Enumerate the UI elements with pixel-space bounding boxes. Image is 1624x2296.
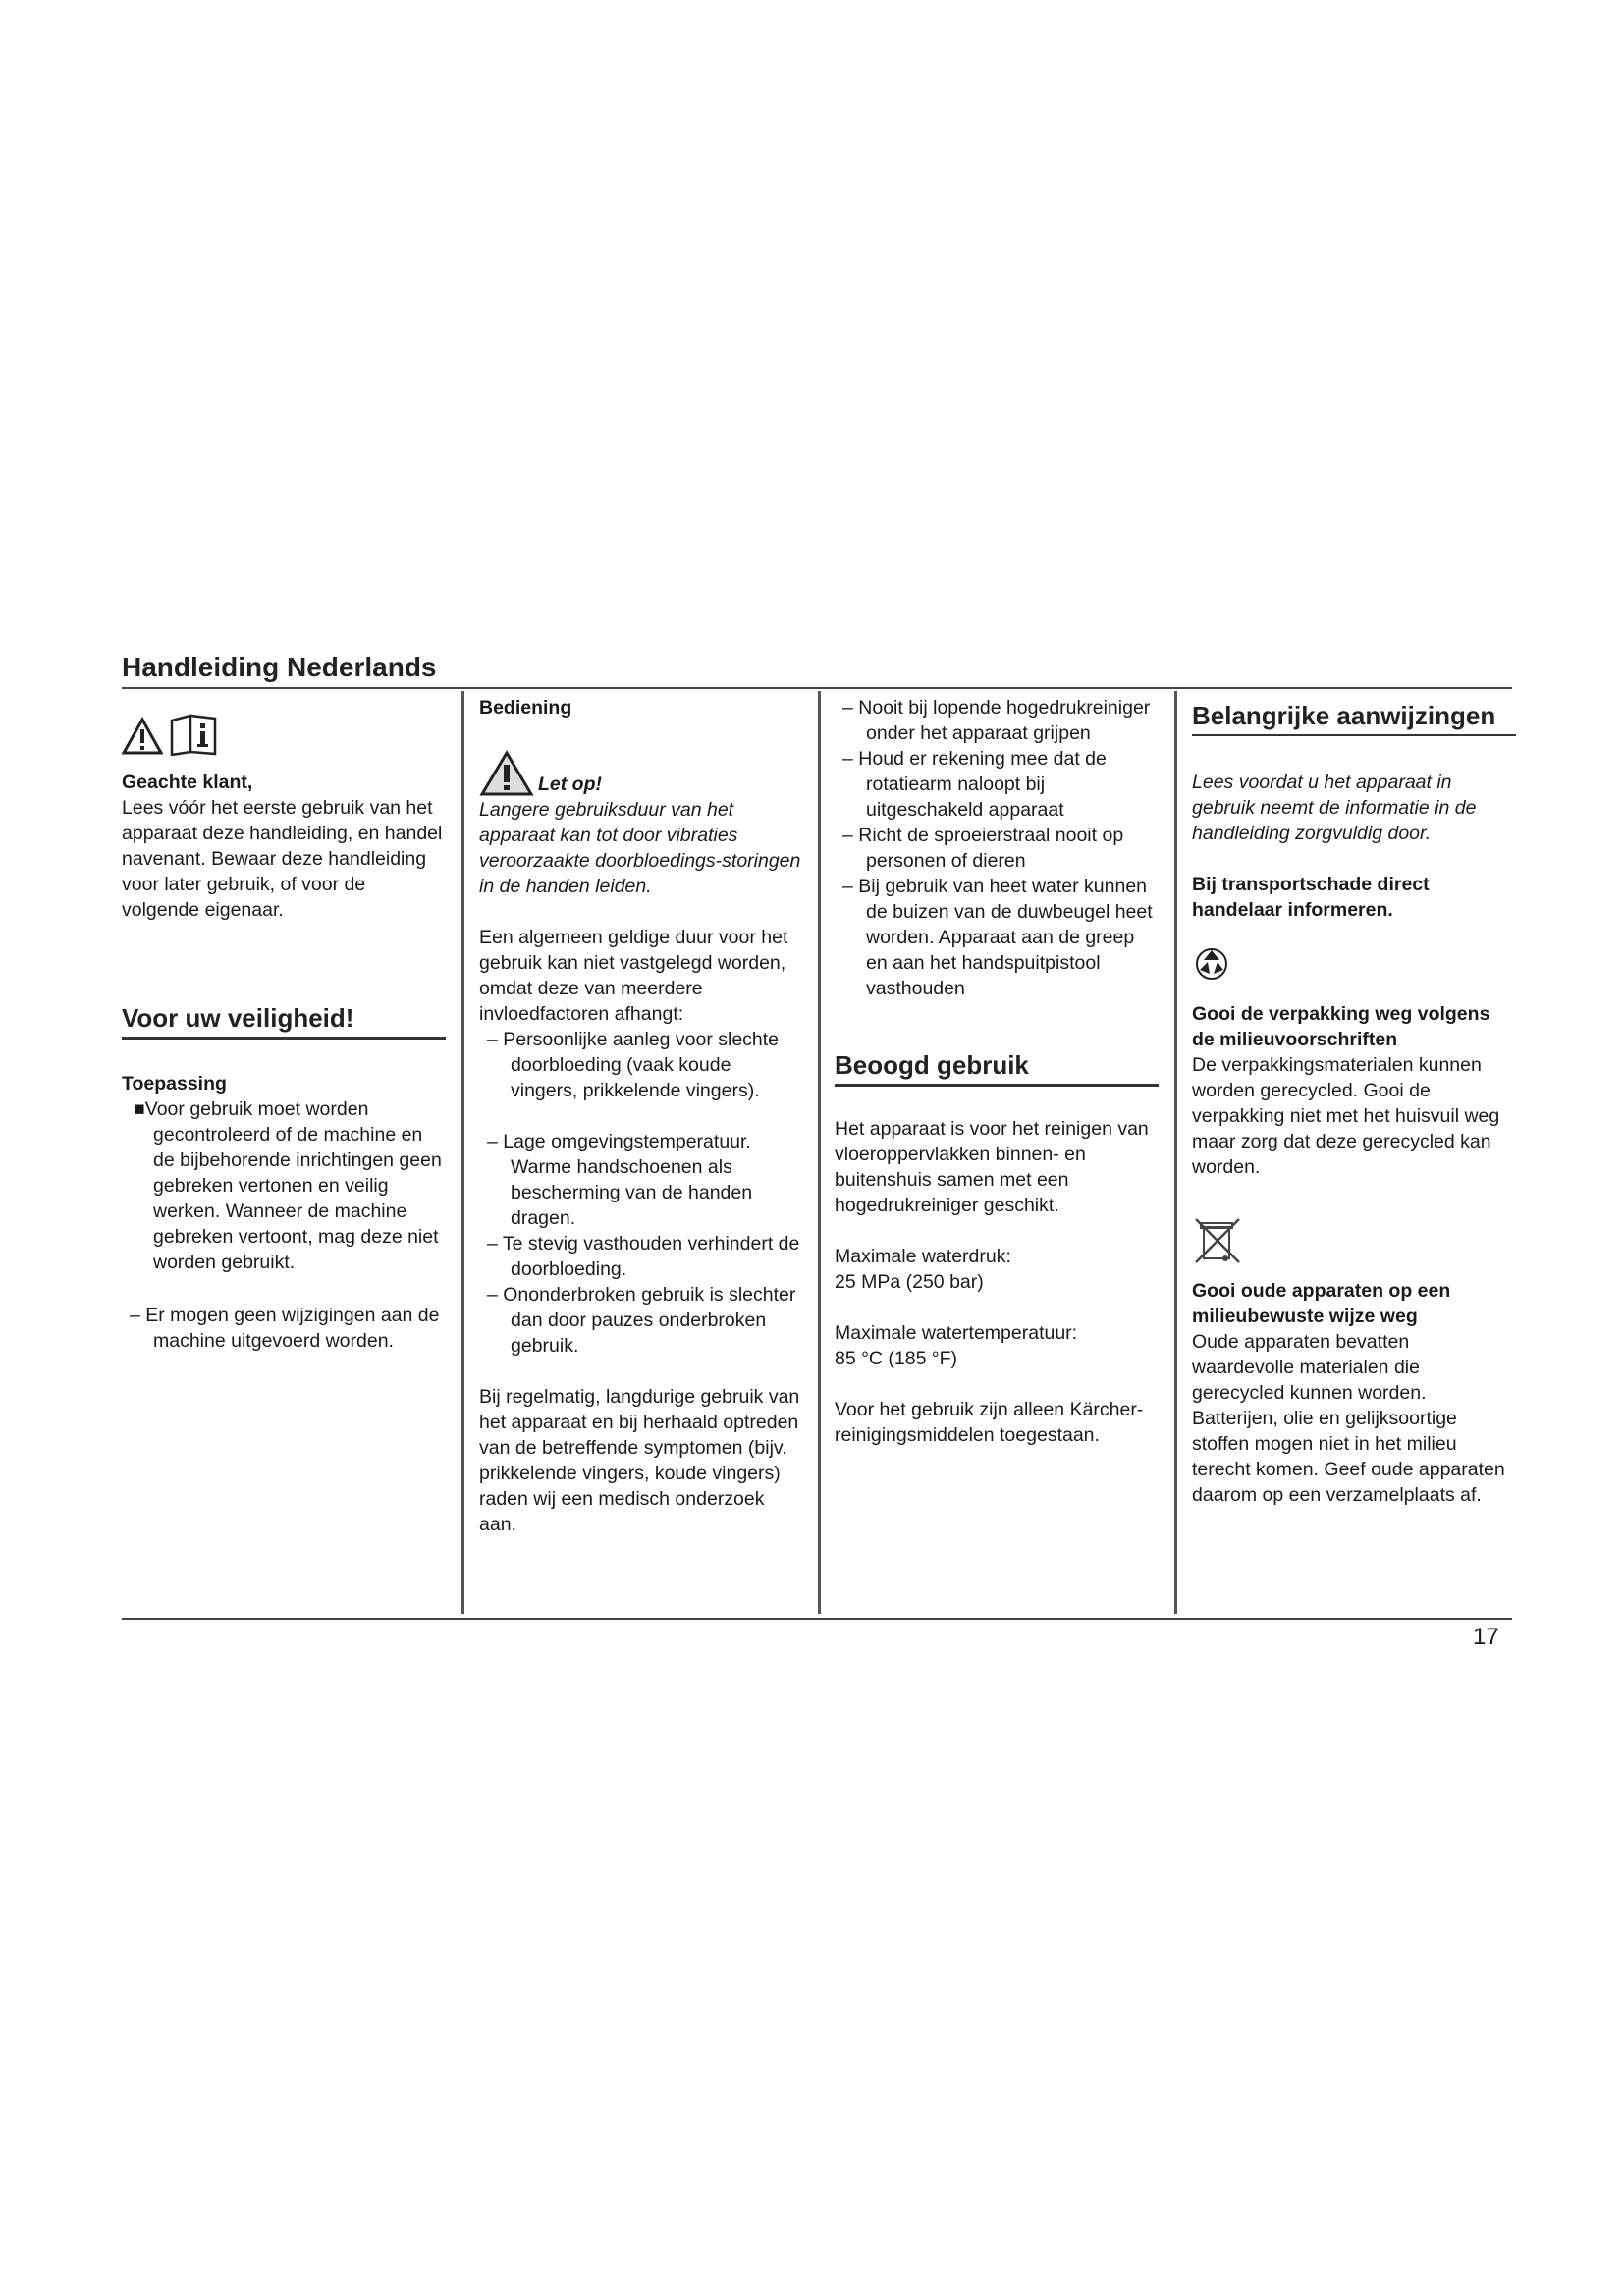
intro-text: Lees vóór het eerste gebruik van het apparaat deze handleiding, en handel navenant. Bewaar deze handleiding voor later gebruik, of voor de volgende eigenaar. <box>122 797 443 921</box>
page-title: Handleiding Nederlands <box>122 652 437 682</box>
recycle-icon-wrap <box>1192 944 1516 989</box>
warning-box <box>479 750 803 797</box>
list-item: – Te stevig vasthouden verhindert de doorbloeding. <box>487 1233 800 1280</box>
list-item: – Nooit bij lopende hogedrukreiniger onder het apparaat grijpen <box>842 697 1151 744</box>
manual-info-icon <box>169 713 218 756</box>
crossed-bin-icon <box>1192 1215 1243 1266</box>
list-item: – Richt de sproeierstraal nooit op personen of dieren <box>842 825 1124 872</box>
top-rule <box>122 687 1512 689</box>
recycle-icon <box>1192 944 1231 984</box>
safety-heading: Voor uw veiligheid! <box>122 1003 354 1033</box>
transport-text: Bij transportschade direct handelaar informeren. <box>1192 874 1430 921</box>
column-divider-2 <box>818 691 821 1614</box>
pressure-value: 25 MPa (250 bar) <box>835 1271 984 1293</box>
list-item: – Lage omgevingstemperatuur. Warme handschoenen als bescherming van de handen dragen. <box>487 1131 753 1229</box>
belangrijk-heading: Belangrijke aanwijzingen <box>1192 701 1496 730</box>
paragraph: Voor het gebruik zijn alleen Kärcher-reinigingsmiddelen toegestaan. <box>835 1399 1144 1446</box>
list-item: – Er mogen geen wijzigingen aan de machine uitgevoerd worden. <box>130 1305 440 1352</box>
disposal-text: Oude apparaten bevatten waardevolle materialen die gerecycled kunnen worden. Batterijen, olie en gelijksoortige stoffen mogen niet in het milieu terecht komen. Geef oude apparaten daarom op een verzamelplaats af. <box>1192 1331 1505 1506</box>
warning-text: Langere gebruiksduur van het apparaat kan tot door vibraties veroorzaakte doorbloedings-storingen in de handen leiden. <box>479 799 801 897</box>
column-3 <box>835 695 1159 1448</box>
dash-icon: – <box>487 1233 503 1255</box>
list-item: – Ononderbroken gebruik is slechter dan door pauzes onderbroken gebruik. <box>487 1284 796 1357</box>
beoogd-heading-rule <box>835 1084 1159 1087</box>
warning-triangle-icon <box>479 750 534 797</box>
paragraph: Bij regelmatig, langdurige gebruik van het apparaat en bij herhaald optreden van de betreffende symptomen (bijv. prikkelende vingers, koude vingers) raden wij een medisch onderzoek aan. <box>479 1386 800 1535</box>
paragraph: Een algemeen geldige duur voor het gebruik kan niet vastgelegd worden, omdat deze van meerdere invloedfactoren afhangt: <box>479 927 788 1025</box>
bottom-rule <box>122 1618 1512 1620</box>
intro-icons <box>122 701 446 756</box>
dash-icon: – <box>842 748 859 770</box>
paragraph: Het apparaat is voor het reinigen van vloeroppervlakken binnen- en buitenshuis samen met een hogedrukreiniger geschikt. <box>835 1118 1149 1216</box>
temp-value: 85 °C (185 °F) <box>835 1348 958 1369</box>
safety-section <box>122 1005 446 1040</box>
dash-icon: – <box>842 876 859 897</box>
column-4 <box>1192 695 1516 1508</box>
column-1 <box>122 695 446 1354</box>
page-number: 17 <box>1473 1624 1499 1650</box>
list-item: – Houd er rekening mee dat de rotatiearm naloopt bij uitgeschakeld apparaat <box>842 748 1107 821</box>
weee-icon-wrap <box>1192 1215 1516 1266</box>
packaging-heading: Gooi de verpakking weg volgens de milieuvoorschriften <box>1192 1003 1490 1050</box>
packaging-text: De verpakkingsmaterialen kunnen worden gerecycled. Gooi de verpakking niet met het huisvuil weg maar zorg dat deze gerecycled kan worden. <box>1192 1054 1500 1178</box>
warning-label: Let op! <box>538 774 602 795</box>
dash-icon: – <box>842 825 859 846</box>
intro-text: Lees voordat u het apparaat in gebruik neemt de informatie in de handleiding zorgvuldig door. <box>1192 772 1477 844</box>
bullet-square-icon: ■ <box>134 1098 145 1120</box>
dash-icon: – <box>842 697 859 719</box>
list-item: – Persoonlijke aanleg voor slechte doorbloeding (vaak koude vingers, prikkelende vingers). <box>487 1029 780 1101</box>
list-item: ■Voor gebruik moet worden gecontroleerd of de machine en de bijbehorende inrichtingen geen gebreken vertonen en veilig werken. Wanneer de machine gebreken vertoont, mag deze niet worden gebruikt. <box>134 1098 442 1273</box>
dash-icon: – <box>487 1029 504 1050</box>
column-divider-1 <box>461 691 464 1614</box>
column-divider-3 <box>1174 691 1177 1614</box>
dash-icon: – <box>130 1305 146 1326</box>
bediening-heading: Bediening <box>479 697 572 719</box>
column-2 <box>479 695 803 1537</box>
pressure-label: Maximale waterdruk: <box>835 1246 1011 1267</box>
dash-icon: – <box>487 1131 504 1152</box>
temp-label: Maximale watertemperatuur: <box>835 1322 1078 1344</box>
list-item: – Bij gebruik van heet water kunnen de buizen van de duwbeugel heet worden. Apparaat aan de greep en aan het handspuitpistool vasthouden <box>842 876 1153 999</box>
belangrijk-heading-rule <box>1192 734 1516 736</box>
beoogd-section <box>835 1052 1159 1087</box>
dash-icon: – <box>487 1284 504 1306</box>
beoogd-heading: Beoogd gebruik <box>835 1050 1029 1080</box>
safety-heading-rule <box>122 1037 446 1040</box>
disposal-heading: Gooi oude apparaten op een milieubewuste wijze weg <box>1192 1280 1451 1327</box>
toepassing-heading: Toepassing <box>122 1073 227 1095</box>
greeting: Geachte klant, <box>122 772 253 793</box>
warning-triangle-icon <box>122 717 163 756</box>
belangrijk-section <box>1192 703 1516 736</box>
